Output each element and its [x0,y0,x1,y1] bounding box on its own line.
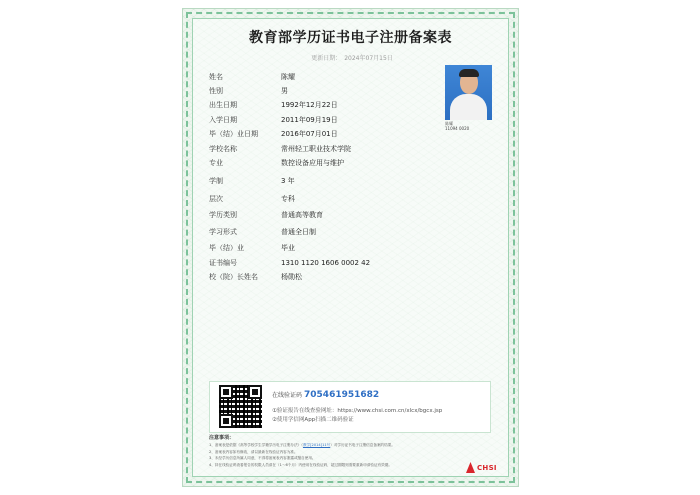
notes-title: 注意事项： [209,435,235,441]
field-row-duration [209,175,429,188]
field-value: 1992年12月22日 [281,101,338,109]
verification-app-line: ②使用学信网App扫描二维码验证 [272,417,354,423]
qr-code[interactable] [219,385,262,428]
field-label: 证书编号 [209,259,237,267]
registration-form [182,8,519,487]
note-1-text-start: 1、备案表是依据《高等学校学生学籍学历电子注册办法》（ [209,443,303,447]
field-value: 普通全日制 [281,228,316,236]
field-label: 校（院）长姓名 [209,273,258,281]
chsi-logo [466,461,502,477]
field-row-name [209,71,429,84]
field-value: 数控设备应用与维护 [281,159,344,167]
field-label: 学制 [209,177,223,185]
chsi-logo-text: CHSI [477,464,497,472]
field-label: 入学日期 [209,116,237,124]
field-row-principal [209,271,429,284]
field-label: 性别 [209,87,223,95]
field-row-enroll-date [209,114,429,127]
field-label: 出生日期 [209,101,237,109]
verification-code-line [272,390,379,400]
field-row-certificate-number [209,257,429,270]
photo-caption [445,121,495,131]
field-value: 专科 [281,195,295,203]
note-line-1 [209,442,489,449]
verification-url-line[interactable]: ①验证报告在线查验网址：https://www.chsi.com.cn/xlcx/bgcx.jsp [272,408,443,414]
field-value: 普通高等教育 [281,211,323,219]
field-value: 2016年07月01日 [281,130,338,138]
verification-panel [209,381,491,433]
field-row-level [209,193,429,206]
field-label: 学习形式 [209,228,237,236]
notes-section [209,435,489,468]
note-line-4: 4、持在线验证码查看报告的权限人员请在（1～6个月）内使用在线验证码，超过期限则需要重新申请验证有效期。 [209,462,392,467]
field-label: 姓名 [209,73,223,81]
field-row-graduation-status [209,242,429,255]
field-value: 男 [281,87,288,95]
field-label: 层次 [209,195,223,203]
qr-finder-pattern [219,385,233,399]
field-row-birth-date [209,99,429,112]
field-label: 毕（结）业 [209,244,244,252]
field-row-school [209,143,429,156]
chsi-logo-icon [466,462,475,473]
qr-finder-pattern [219,414,233,428]
qr-finder-pattern [248,385,262,399]
field-label: 学历类别 [209,211,237,219]
field-value: 3 年 [281,177,295,185]
field-row-study-mode [209,226,429,239]
updated-date: 2024年07月15日 [344,55,393,62]
verification-code: 705461951682 [304,390,380,400]
note-line-2: 2、备案表内容如有修改，请以最新在线验证内容为准。 [209,449,298,454]
note-1-text-end: ）对学历证书电子注册信息备案的结果。 [330,443,395,447]
field-value: 常州轻工职业技术学院 [281,145,351,153]
field-value: 1310 1120 1606 0002 42 [281,259,371,267]
field-label: 学校名称 [209,145,237,153]
field-row-education-type [209,209,429,222]
regulation-link[interactable]: 教学[2014]11号 [302,443,331,447]
field-row-graduation-date [209,128,429,141]
document-title: 教育部学历证书电子注册备案表 [249,30,452,46]
note-line-3: 3、未经学历信息所属人同意，不得将备案表内容泄露或擅自使用。 [209,456,316,461]
photo-caption-id: 11094 0020 [445,126,470,131]
photo-hair [459,69,479,77]
field-row-gender [209,85,429,98]
photo-shirt [450,94,487,120]
updated-label: 更新日期： [311,55,342,62]
field-value: 陈耀 [281,73,295,81]
field-value: 毕业 [281,244,295,252]
field-row-major [209,157,429,170]
updated-date-line [183,53,518,62]
field-label: 专业 [209,159,223,167]
field-label: 毕（结）业日期 [209,130,258,138]
verification-code-label: 在线验证码 [272,392,303,399]
field-value: 杨勋松 [281,273,302,281]
photo-caption-name: 陈耀 [445,121,453,126]
field-value: 2011年09月19日 [281,116,338,124]
id-photo [445,65,492,120]
